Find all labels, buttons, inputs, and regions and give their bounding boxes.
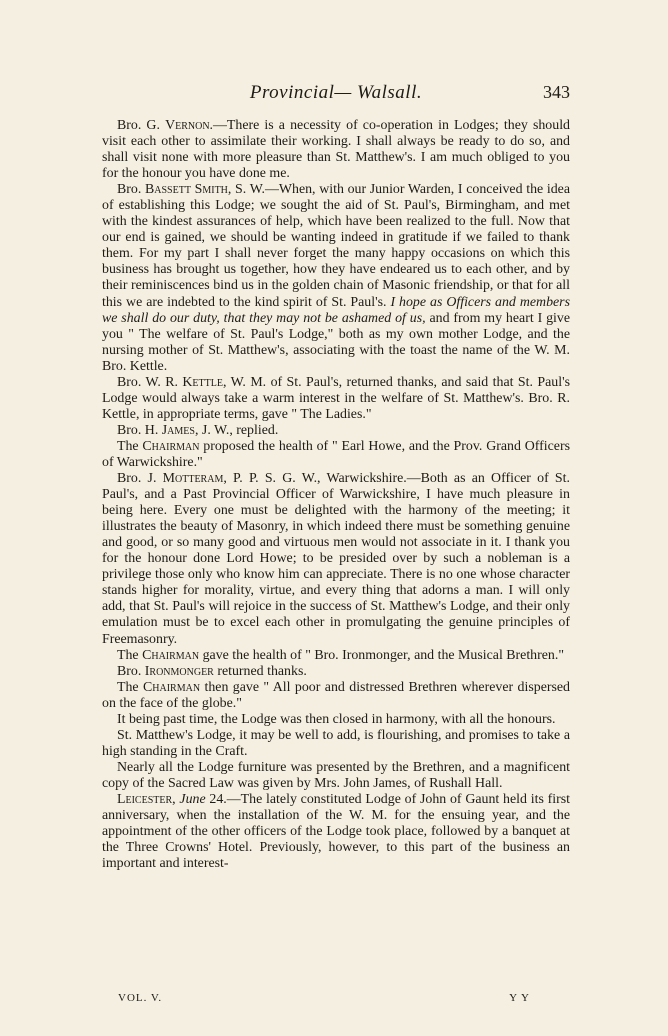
text-run: St. Matthew's Lodge, it may be well to add, is flourishing, and promises to take a high standing in the Craft. — [102, 727, 570, 759]
text-run: It being past time, the Lodge was then closed in harmony, with all the honours. — [117, 711, 556, 727]
text-run: .—There is a necessity of co-operation in Lodges; they should visit each other to assimilate their working. I shall always be ready to do so, and shall visit none with more pleasure than St. Matthew's. I am much obliged to you for the honour you have done me. — [102, 118, 570, 182]
page-number: 343 — [543, 82, 570, 102]
text-run: Bro. — [117, 182, 145, 198]
paragraph — [102, 728, 570, 760]
text-run: proposed the health of " Earl Howe, and the Prov. Grand Officers of Warwickshire." — [102, 438, 570, 470]
paragraph — [102, 792, 570, 872]
text-run: , — [172, 791, 180, 807]
text-run: Bro. — [117, 663, 145, 679]
text-run: Bro. H. — [117, 422, 162, 438]
small-caps-name: James — [161, 422, 195, 438]
paragraph — [102, 471, 570, 648]
text-run: Bro. W. R. — [117, 374, 183, 390]
text-run: , P. P. S. G. W., Warwickshire.—Both as an Officer of St. Paul's, and a Past Provincial Officer of Warwickshire, I have much pleasure in being here. Every one must be delighted with the harmony of the meeting; it illustrates the beauty of Masonry, in which indeed there must be something genuine and good, or so many good and virtuous men would not associate in it. I thank you for the honour done Lord Howe; to be presided over by such a nobleman is a privilege those only who know him can appreciate. There is no one whose character stands higher for morality, virtue, and every thing that adorns a man. I will only add, that St. Paul's will rejoice in the success of St. Matthew's Lodge, and their only emulation must be to excel each other in promulgating the genuine principles of Freemasonry. — [102, 471, 570, 647]
paragraph — [102, 664, 570, 680]
small-caps-name: Chairman — [143, 679, 201, 695]
text-run: The — [117, 438, 143, 454]
text-run: gave the health of " Bro. Ironmonger, and the Musical Brethren." — [199, 647, 565, 663]
page-footer — [118, 992, 530, 1006]
paragraph — [102, 439, 570, 471]
small-caps-name: Chairman — [142, 647, 200, 663]
text-run: , W. M. of St. Paul's, returned thanks, and said that St. Paul's Lodge would always take a warm interest in the welfare of St. Matthew's. Bro. R. Kettle, in appropriate terms, gave " The Ladies." — [102, 374, 570, 422]
text-run: The — [117, 679, 144, 695]
paragraph — [102, 760, 570, 792]
italic-text: I hope as Officers and members we shall do our duty, that they may not be ashamed of us, — [102, 294, 570, 326]
text-run: then gave " All poor and distressed Brethren wherever dispersed on the face of the globe." — [102, 679, 570, 711]
text-run: and from my heart I give you " The welfare of St. Paul's Lodge," both as my own mother Lodge, and the nursing mother of St. Matthew's, associating with the toast the name of the W. M. Bro. Kettle. — [102, 310, 570, 374]
small-caps-name: Vernon — [165, 118, 210, 133]
small-caps-name: Motteram — [162, 471, 224, 487]
text-run: returned thanks. — [213, 663, 307, 679]
running-title: Provincial— Walsall. — [249, 82, 423, 103]
text-run: , S. W.—When, with our Junior Warden, I conceived the idea of establishing this Lodge; we sought the aid of St. Paul's, Birmingham, and met with the kindest assurances of help, which have been realized to the full. Now that our end is gained, we should be wanting indeed in gratitude if we failed to thank them. For my part I shall never forget the many happy occasions on which this business has brought us together, how they have endeared us to each other, and by their reminiscences bind us in the golden chain of Masonic friendship, or that for all this we are indebted to the kind spirit of St. Paul's. — [102, 182, 571, 310]
small-caps-name: Bassett Smith — [145, 182, 228, 198]
italic-text: June — [179, 791, 206, 807]
small-caps-name: Kettle — [182, 374, 223, 390]
paragraph — [102, 182, 570, 375]
text-run: Bro. G. — [117, 118, 166, 133]
body-text — [102, 118, 570, 872]
text-run: Nearly all the Lodge furniture was presented by the Brethren, and a magnificent copy of the Sacred Law was given by Mrs. John James, of Rushall Hall. — [102, 759, 570, 791]
signature-mark: Y Y — [509, 992, 530, 1004]
paragraph — [102, 118, 570, 182]
paragraph — [102, 680, 570, 712]
small-caps-name: Leicester — [117, 791, 173, 807]
paragraph — [102, 648, 570, 664]
paragraph — [102, 423, 570, 439]
small-caps-name: Chairman — [142, 438, 200, 454]
text-run: , J. W., replied. — [194, 422, 279, 438]
paragraph — [102, 375, 570, 423]
volume-mark: VOL. V. — [118, 992, 163, 1004]
small-caps-name: Ironmonger — [144, 663, 214, 679]
text-run: Bro. J. — [117, 471, 163, 487]
text-run: The — [117, 647, 143, 663]
paragraph — [102, 712, 570, 728]
page-header — [102, 82, 570, 108]
text-run: 24.—The lately constituted Lodge of John of Gaunt held its first anniversary, when the installation of the W. M. for the ensuing year, and the appointment of the other officers of the Lodge took place, followed by a banquet at the Three Crowns' Hotel. Previously, however, to this part of the business an important and interest- — [102, 791, 570, 872]
